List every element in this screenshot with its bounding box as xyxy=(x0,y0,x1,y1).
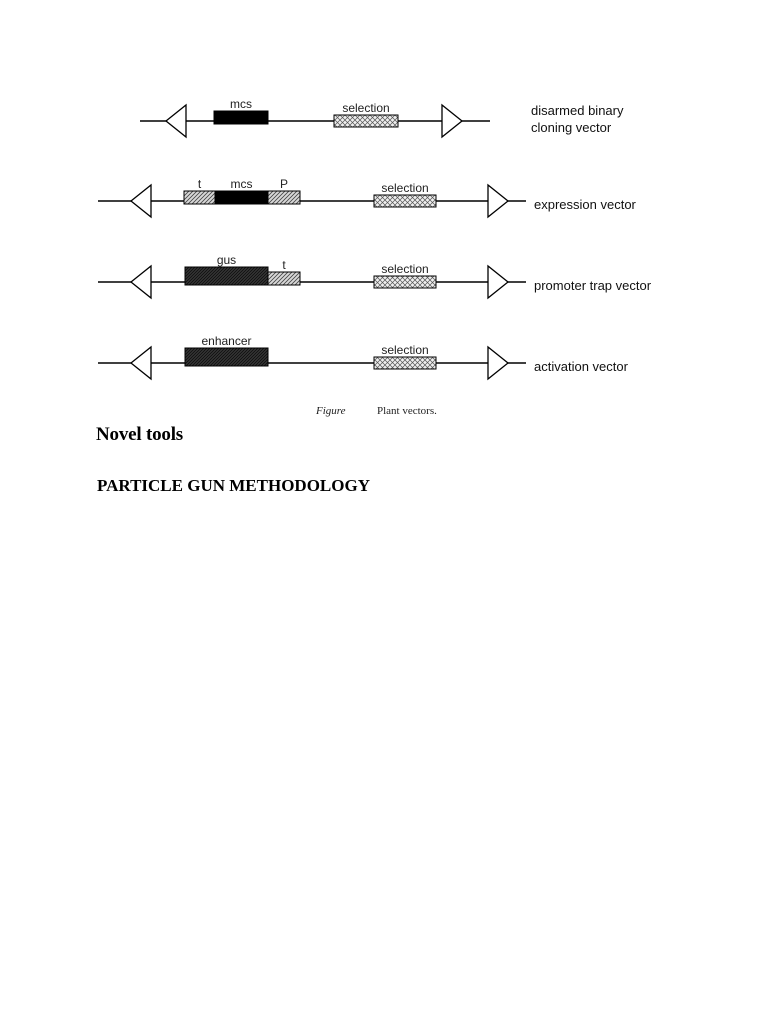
left-border-triangle-icon xyxy=(131,347,151,379)
vector-segment-block xyxy=(185,348,268,366)
vector-segment-block xyxy=(215,191,268,204)
vector-segment-label: P xyxy=(279,177,289,191)
vector-name-label: promoter trap vector xyxy=(534,278,652,293)
vector-segment-block xyxy=(374,195,436,207)
left-border-triangle-icon xyxy=(166,105,186,137)
vector-name-label: expression vector xyxy=(534,197,636,212)
vector-segment-block xyxy=(268,272,300,285)
vector-row xyxy=(98,253,652,298)
vector-segment-label: gus xyxy=(216,253,237,267)
figure-caption-text: Plant vectors. xyxy=(377,405,437,417)
section-heading: Novel tools xyxy=(96,424,183,445)
sub-heading: PARTICLE GUN METHODOLOGY xyxy=(97,476,370,495)
right-border-triangle-icon xyxy=(488,185,508,217)
vector-segment-block xyxy=(374,276,436,288)
vector-segment-label: t xyxy=(282,258,286,272)
vector-row xyxy=(98,334,629,379)
vector-segment-label: mcs xyxy=(230,97,252,111)
vector-row xyxy=(98,177,637,217)
vector-name-label: cloning vector xyxy=(531,120,612,135)
vector-segment-block xyxy=(184,191,215,204)
vector-segment-block xyxy=(268,191,300,204)
vector-segment-label: mcs xyxy=(230,177,253,191)
left-border-triangle-icon xyxy=(131,266,151,298)
right-border-triangle-icon xyxy=(488,347,508,379)
vector-segment-label: t xyxy=(197,177,202,191)
figure-caption-label: Figure xyxy=(316,405,346,417)
vector-name-label: disarmed binary xyxy=(531,103,624,118)
vector-segment-block xyxy=(214,111,268,124)
right-border-triangle-icon xyxy=(488,266,508,298)
vector-segment-block xyxy=(374,357,436,369)
right-border-triangle-icon xyxy=(442,105,462,137)
vector-segment-block xyxy=(185,267,268,285)
vector-segment-label: enhancer xyxy=(201,334,252,348)
left-border-triangle-icon xyxy=(131,185,151,217)
vector-rows xyxy=(98,97,652,379)
vector-segment-block xyxy=(334,115,398,127)
vector-name-label: activation vector xyxy=(534,359,628,374)
vector-row xyxy=(140,97,624,137)
vector-segment-label: selection xyxy=(381,343,429,357)
plant-vectors-figure xyxy=(0,0,768,430)
vector-segment-label: selection xyxy=(381,181,429,195)
vector-segment-label: selection xyxy=(342,101,390,115)
vector-segment-label: selection xyxy=(381,262,429,276)
